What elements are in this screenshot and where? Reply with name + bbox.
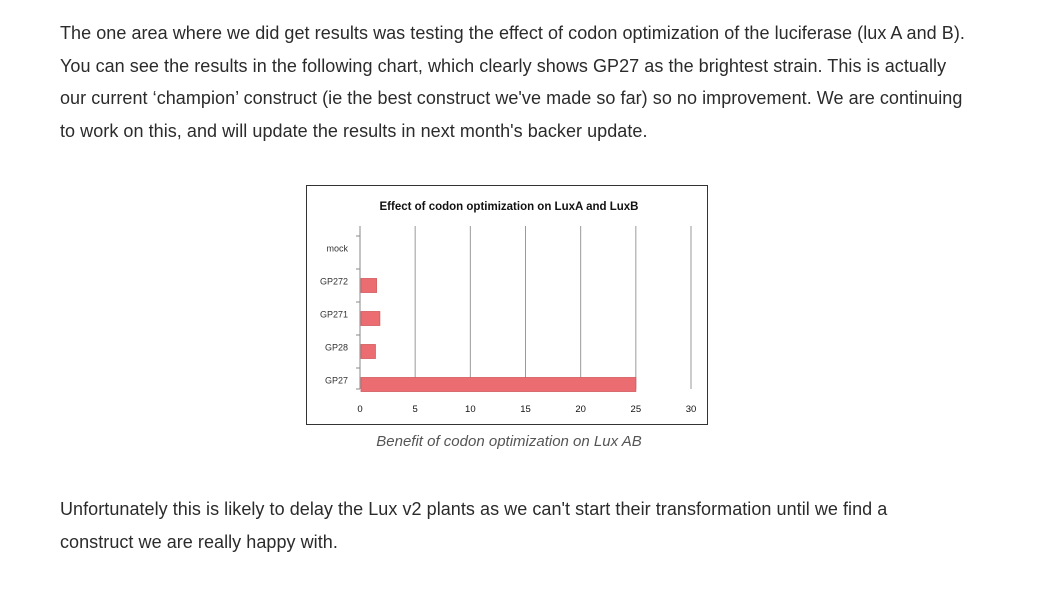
x-tick-label: 25 bbox=[630, 404, 642, 415]
intro-paragraph: The one area where we did get results was testing the effect of codon optimization of the luciferase (lux A and B). You can see the results in the following chart, which clearly shows GP27 as the brightest strain. This is actually our current ‘champion’ construct (ie the best construct we've made so far) so no improvement. We are continuing to work on this, and will update the results in next month's backer update. bbox=[60, 23, 965, 141]
x-tick-label: 10 bbox=[465, 404, 476, 415]
category-label: mock bbox=[326, 243, 348, 254]
bar-gp272 bbox=[361, 279, 377, 293]
followup-paragraph: Unfortunately this is likely to delay the Lux v2 plants as we can't start their transformation until we find a construct we are really happy with. bbox=[60, 499, 888, 552]
chart-frame bbox=[306, 185, 708, 425]
x-tick-label: 20 bbox=[575, 404, 586, 415]
bars bbox=[361, 279, 636, 392]
next-section-heading-clipped bbox=[60, 598, 250, 604]
bar-gp271 bbox=[361, 312, 380, 326]
bar-gp28 bbox=[361, 345, 375, 359]
x-tick-label: 5 bbox=[412, 404, 418, 415]
category-label: GP271 bbox=[319, 309, 348, 320]
category-label: GP272 bbox=[319, 276, 348, 287]
category-label: GP28 bbox=[324, 342, 348, 353]
x-tick-label: 0 bbox=[357, 404, 363, 415]
x-tick-label: 15 bbox=[520, 404, 531, 415]
x-tick-label: 30 bbox=[685, 404, 697, 415]
bar-gp27 bbox=[361, 378, 636, 392]
luxab-bar-chart bbox=[307, 186, 709, 426]
chart-caption: Benefit of codon optimization on Lux AB bbox=[376, 433, 642, 450]
chart-title: Effect of codon optimization on LuxA and LuxB bbox=[379, 201, 639, 213]
axes bbox=[356, 226, 360, 389]
grid-lines bbox=[415, 226, 691, 389]
category-label: GP27 bbox=[324, 375, 348, 386]
